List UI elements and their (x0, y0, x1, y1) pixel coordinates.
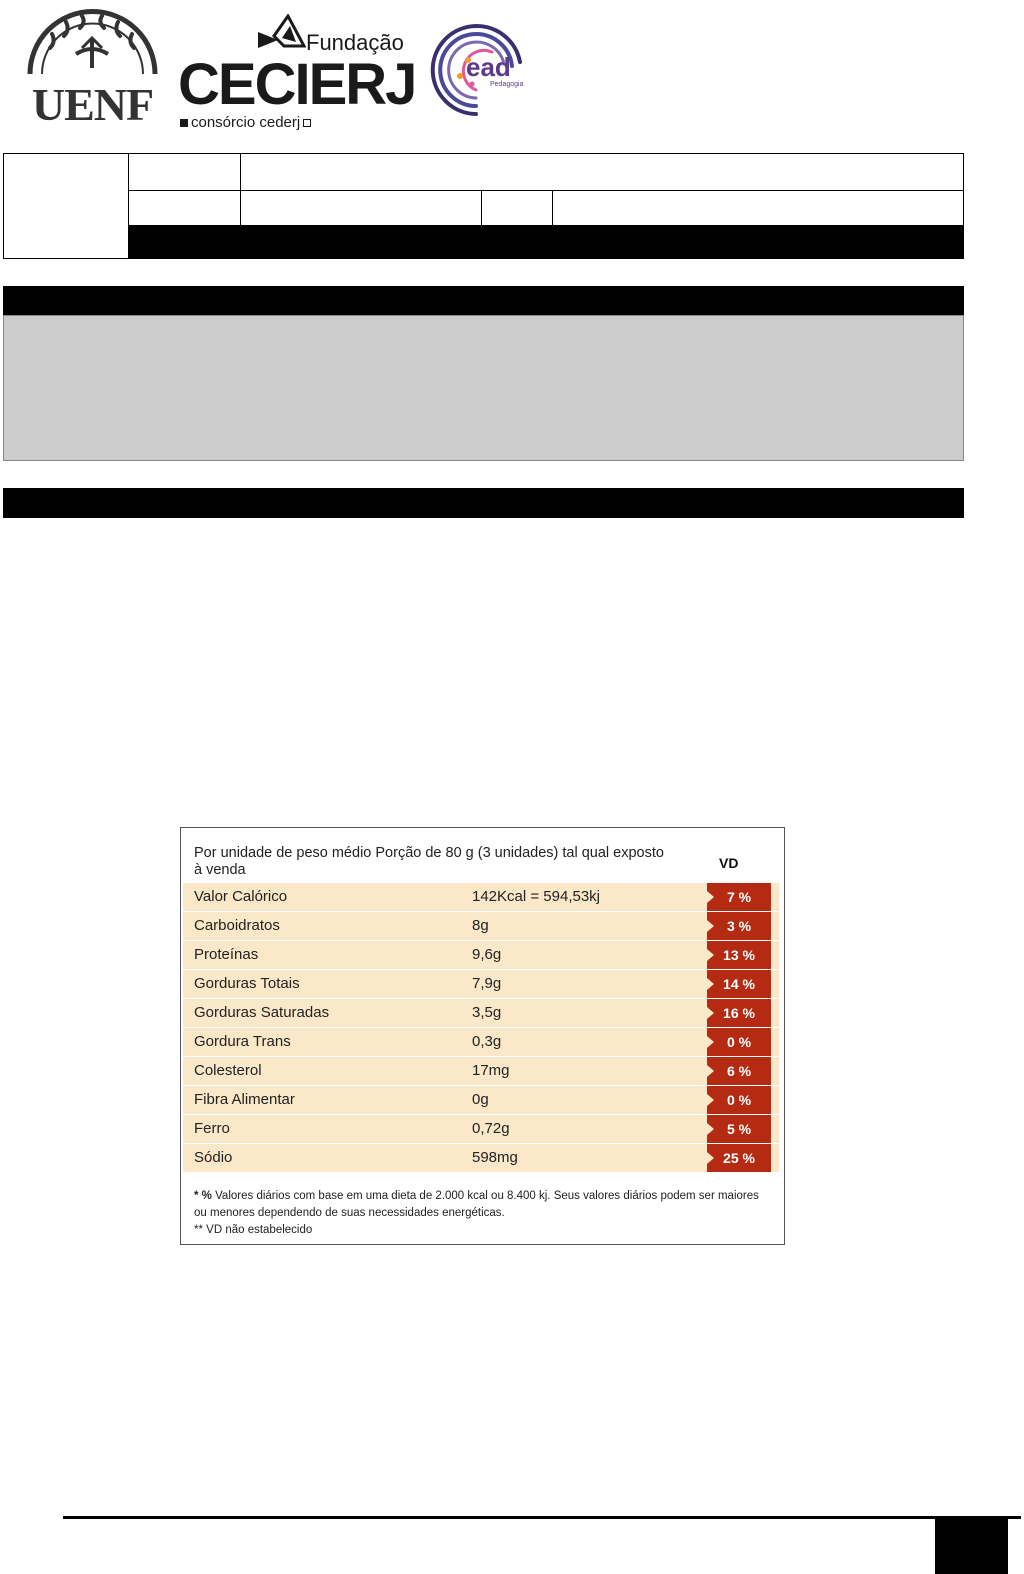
nutrient-name: Ferro (194, 1120, 230, 1137)
nutrition-row (183, 1115, 779, 1143)
nutrient-value: 142Kcal = 594,53kj (472, 888, 601, 905)
footnote-symbol: * % (194, 1190, 212, 1202)
ead-wordmark: ead (466, 52, 511, 82)
vd-badge: 5 % (707, 1115, 771, 1143)
footnote-text: Valores diários com base em uma dieta de 2.000 kcal ou 8.400 kj. Seus valores diários podem ser maiores ou menores dependendo de suas necessidades energéticas. (194, 1190, 759, 1219)
vd-badge: 0 % (707, 1028, 771, 1056)
nutrient-value: 598mg (472, 1149, 518, 1166)
nutrient-value: 0,72g (472, 1120, 510, 1137)
uenf-logo (20, 8, 165, 130)
nutrient-value: 8g (472, 917, 489, 934)
nutrient-name: Colesterol (194, 1062, 262, 1079)
nutrition-row (183, 883, 779, 911)
nutrient-name: Sódio (194, 1149, 233, 1166)
footer-rule (63, 1516, 1021, 1519)
vd-badge: 16 % (707, 999, 771, 1027)
nutrient-name: Valor Calórico (194, 888, 288, 905)
vd-column-label: VD (719, 855, 739, 871)
header-table-value-cell-3 (552, 190, 964, 226)
vd-badge: 7 % (707, 883, 771, 911)
nutrition-table (180, 827, 785, 1245)
nutrient-value: 7,9g (472, 975, 502, 992)
cecierj-mark-icon (256, 14, 306, 54)
nutrient-value: 0,3g (472, 1033, 502, 1050)
consorcio-text (180, 114, 311, 131)
header-table-label-cell-2 (128, 190, 241, 226)
ead-pedagogia-logo (428, 22, 538, 122)
vd-badge: 25 % (707, 1144, 771, 1172)
nutrient-name: Carboidratos (194, 917, 280, 934)
nutrition-footnote (194, 1188, 764, 1239)
header-table-label-cell-1 (128, 153, 241, 191)
cecierj-wordmark: CECIERJ (178, 52, 416, 117)
nutrition-row (183, 999, 779, 1027)
nutrient-name: Gorduras Saturadas (194, 1004, 330, 1021)
consorcio-label: consórcio cederj (191, 114, 301, 131)
nutrient-name: Gordura Trans (194, 1033, 291, 1050)
nutrition-row (183, 1028, 779, 1056)
nutrient-value: 9,6g (472, 946, 502, 963)
nutrient-value: 3,5g (472, 1004, 502, 1021)
uenf-emblem-icon (20, 8, 165, 80)
vd-badge: 6 % (707, 1057, 771, 1085)
header-table-value-cell-2 (240, 190, 482, 226)
nutrition-row (183, 1086, 779, 1114)
nutrition-row (183, 1057, 779, 1085)
nutrient-value: 17mg (472, 1062, 510, 1079)
section-header-bar-1 (3, 286, 964, 316)
nutrient-name: Gorduras Totais (194, 975, 300, 992)
vd-badge: 14 % (707, 970, 771, 998)
uenf-wordmark: UENF (31, 79, 154, 130)
nutrition-table-header: Por unidade de peso médio Porção de 80 g (3 unidades) tal qual exposto à venda (194, 845, 664, 878)
instructions-box (3, 315, 964, 461)
nutrition-row (183, 941, 779, 969)
header-table-value-cell-1 (240, 153, 964, 191)
header-table-left-cell (3, 153, 129, 259)
section-header-bar-2 (3, 488, 964, 518)
footnote-line-2: ** VD não estabelecido (194, 1224, 313, 1236)
nutrition-row (183, 970, 779, 998)
nutrient-name: Fibra Alimentar (194, 1091, 295, 1108)
page-number-box (935, 1519, 1008, 1574)
footnote-line-1 (194, 1188, 764, 1222)
cecierj-logo (178, 14, 416, 131)
nutrient-name: Proteínas (194, 946, 259, 963)
vd-badge: 13 % (707, 941, 771, 969)
fundacao-text: Fundação (306, 30, 404, 55)
nutrient-value: 0g (472, 1091, 489, 1108)
header-table-black-bar (128, 225, 964, 259)
nutrition-row (183, 1144, 779, 1172)
nutrition-row (183, 912, 779, 940)
vd-badge: 0 % (707, 1086, 771, 1114)
pedagogia-text: Pedagogia (490, 81, 524, 88)
vd-badge: 3 % (707, 912, 771, 940)
header-table-label-cell-3 (481, 190, 553, 226)
